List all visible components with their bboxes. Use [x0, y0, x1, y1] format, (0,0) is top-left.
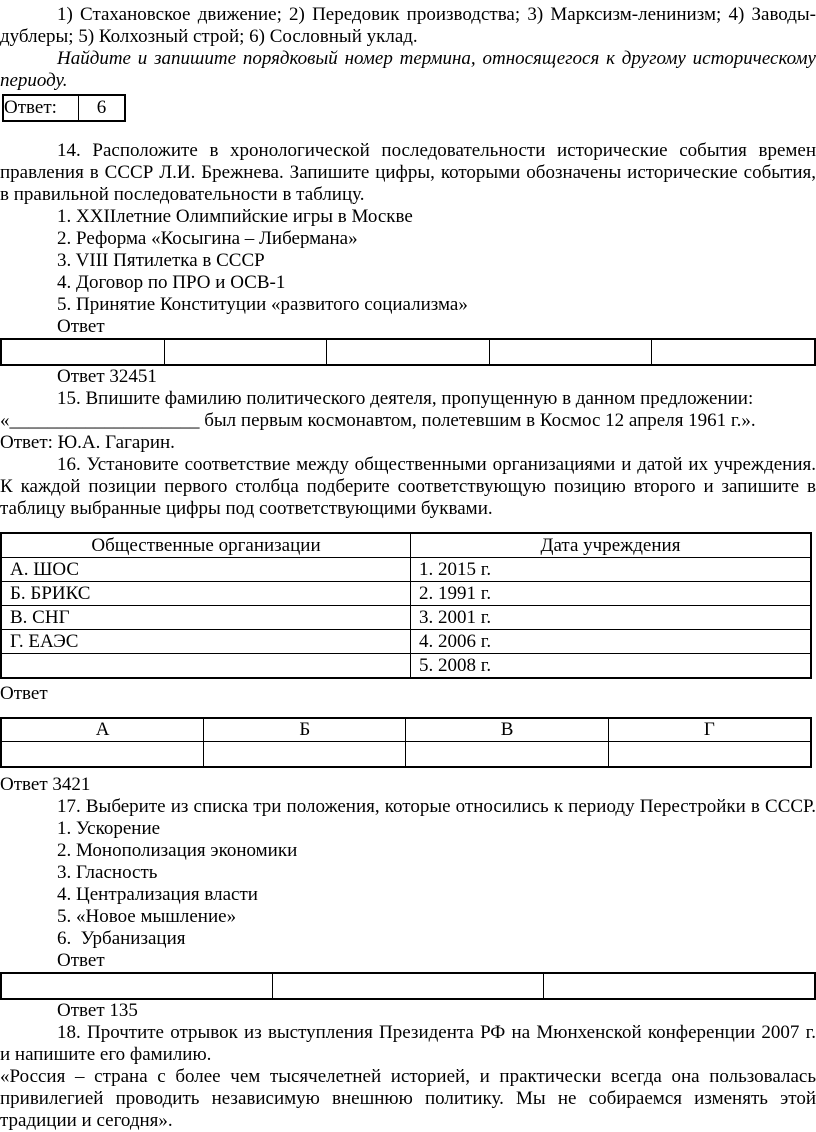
- q16-col2-header: Дата учреждения: [411, 533, 812, 558]
- q16-match-row: [1, 630, 811, 654]
- q14-answer-text: Ответ 32451: [57, 366, 157, 387]
- q14-item-4: 4. Договор по ПРО и ОСВ-1: [57, 272, 286, 293]
- q16-date-5: 5. 2008 г.: [411, 654, 812, 679]
- q14-answer-cell-2: [164, 339, 327, 365]
- q18-quote-line-2: привилегией проводить независимую внешнюю политику. Мы не собираемся изменять этой: [0, 1088, 816, 1109]
- q14-answer-row: [1, 339, 815, 365]
- q16-letters-header-row: [1, 718, 811, 742]
- q14-text-line-2: правления в СССР Л.И. Брежнева. Запишите цифры, которыми обозначены исторические события,: [0, 162, 816, 183]
- q16-letters-answer-row: [1, 742, 811, 768]
- intro-task-line-1: Найдите и запишите порядковый номер термина, относящегося к другому историческому: [57, 48, 816, 69]
- q17-item-5: 5. «Новое мышление»: [57, 906, 237, 927]
- intro-terms-line-2: дублеры; 5) Колхозный строй; 6) Сословный уклад.: [0, 26, 418, 47]
- q16-text-line-2: К каждой позиции первого столбца подберите соответствующую позицию второго и запишите в: [0, 476, 816, 497]
- q17-text-line-1: 17. Выберите из списка три положения, которые относились к периоду Перестройки в СССР.: [57, 796, 816, 817]
- q14-text-line-3: в правильной последовательности в таблицу.: [0, 184, 365, 205]
- q16-text-line-3: таблицу выбранные цифры под соответствующими буквами.: [0, 498, 493, 519]
- q16-letters-cell-2: [204, 742, 406, 768]
- q16-match-row: [1, 654, 811, 679]
- q17-answer-cell-1: [1, 973, 272, 999]
- intro-answer-row: [3, 95, 125, 121]
- q14-item-1: 1. XXIIлетние Олимпийские игры в Москве: [57, 206, 413, 227]
- q16-date-3: 3. 2001 г.: [411, 606, 812, 630]
- q16-match-header-row: [1, 533, 811, 558]
- q16-letters-cell-3: [406, 742, 608, 768]
- q16-col1-header: Общественные организации: [1, 533, 411, 558]
- q18-text-line-1: 18. Прочтите отрывок из выступления Президента РФ на Мюнхенской конференции 2007 г.: [57, 1022, 816, 1043]
- q14-answer-cell-4: [489, 339, 652, 365]
- intro-answer-label: Ответ:: [3, 95, 79, 121]
- q16-letters-cell-1: [1, 742, 204, 768]
- q17-item-2: 2. Монополизация экономики: [57, 840, 298, 861]
- q16-date-4: 4. 2006 г.: [411, 630, 812, 654]
- q16-match-row: [1, 582, 811, 606]
- q15-text-line-1: 15. Впишите фамилию политического деятеля, пропущенную в данном предложении:: [57, 388, 754, 409]
- q14-text-line-1: 14. Расположите в хронологической последовательности исторические события времен: [57, 140, 816, 161]
- q17-item-6: 6. Урбанизация: [57, 928, 186, 949]
- q17-answer-cell-3: [543, 973, 815, 999]
- q16-org-g: Г. ЕАЭС: [1, 630, 411, 654]
- q14-answer-table: [0, 338, 816, 366]
- q15-answer-text: Ответ: Ю.А. Гагарин.: [0, 432, 175, 453]
- q15-text-line-2: «____________________ был первым космонавтом, полетевшим в Космос 12 апреля 1961 г.».: [0, 410, 756, 431]
- intro-answer-box: [2, 94, 126, 122]
- q14-answer-label: Ответ: [57, 316, 105, 337]
- q16-match-row: [1, 606, 811, 630]
- q18-quote-line-3: традиции и сегодня».: [0, 1110, 173, 1131]
- q16-date-2: 2. 1991 г.: [411, 582, 812, 606]
- q16-org-v: В. СНГ: [1, 606, 411, 630]
- intro-terms-line-1: 1) Стахановское движение; 2) Передовик производства; 3) Марксизм-ленинизм; 4) Заводы-: [57, 4, 816, 25]
- q14-answer-cell-3: [327, 339, 490, 365]
- q16-letter-v: В: [406, 718, 608, 742]
- q16-letter-b: Б: [204, 718, 406, 742]
- q17-answer-row: [1, 973, 815, 999]
- q17-answer-table: [0, 972, 816, 1000]
- q17-item-1: 1. Ускорение: [57, 818, 161, 839]
- intro-task-line-2: периоду.: [0, 70, 68, 91]
- q16-match-table: [0, 532, 812, 679]
- q16-answer-label: Ответ: [0, 683, 48, 704]
- q16-org-a: А. ШОС: [1, 558, 411, 582]
- q16-org-b: Б. БРИКС: [1, 582, 411, 606]
- q16-answer-text: Ответ 3421: [0, 774, 91, 795]
- intro-answer-value: 6: [79, 95, 126, 121]
- q14-item-2: 2. Реформа «Косыгина – Либермана»: [57, 228, 358, 249]
- q17-answer-cell-2: [272, 973, 543, 999]
- q17-answer-text: Ответ 135: [57, 1000, 138, 1021]
- q14-item-5: 5. Принятие Конституции «развитого социализма»: [57, 294, 468, 315]
- q18-text-line-2: и напишите его фамилию.: [0, 1044, 212, 1065]
- q14-answer-cell-5: [652, 339, 815, 365]
- q18-quote-line-1: «Россия – страна с более чем тысячелетней историей, и практически всегда она пользовалась: [0, 1066, 816, 1087]
- q16-org-empty: [1, 654, 411, 679]
- q17-item-3: 3. Гласность: [57, 862, 158, 883]
- q16-match-row: [1, 558, 811, 582]
- q16-text-line-1: 16. Установите соответствие между общественными организациями и датой их учреждения.: [57, 454, 816, 475]
- q16-letter-g: Г: [608, 718, 811, 742]
- q17-answer-label: Ответ: [57, 950, 105, 971]
- q16-letters-table: [0, 717, 812, 768]
- q16-date-1: 1. 2015 г.: [411, 558, 812, 582]
- q14-answer-cell-1: [1, 339, 164, 365]
- q16-letter-a: А: [1, 718, 204, 742]
- q14-item-3: 3. VIII Пятилетка в СССР: [57, 250, 265, 271]
- q16-letters-cell-4: [608, 742, 811, 768]
- q17-item-4: 4. Централизация власти: [57, 884, 258, 905]
